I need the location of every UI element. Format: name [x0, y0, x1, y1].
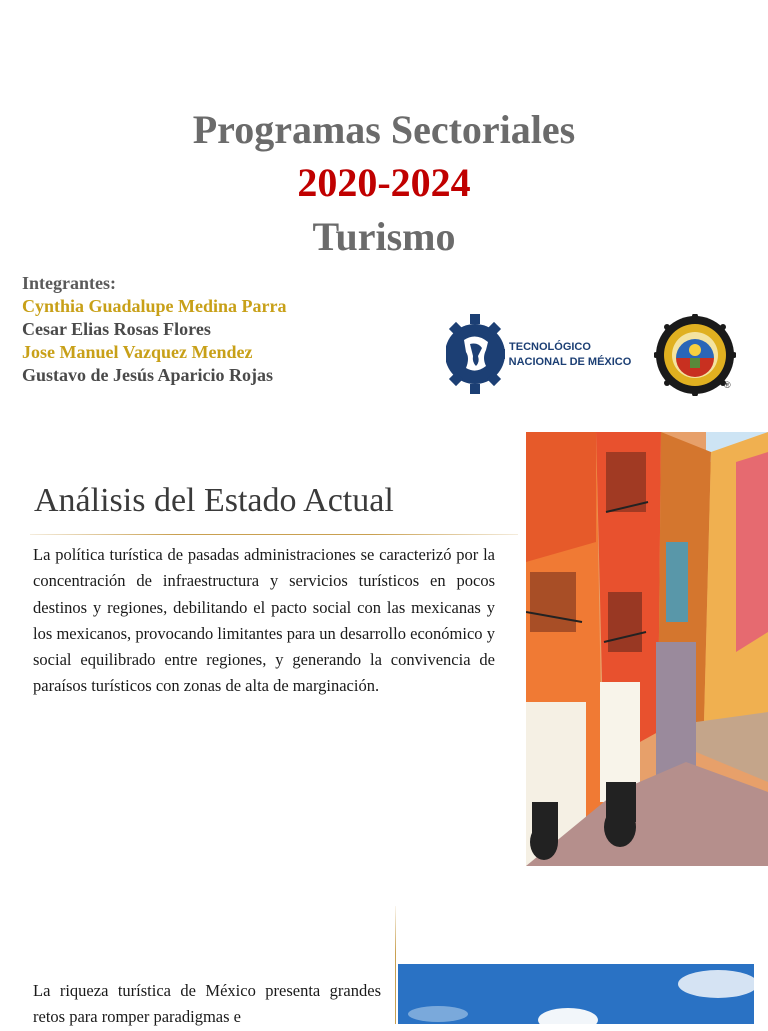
- gear-icon: [446, 314, 505, 394]
- member-name: Gustavo de Jesús Aparicio Rojas: [22, 365, 274, 385]
- title-main: Programas Sectoriales: [192, 107, 576, 152]
- divider: [30, 534, 518, 535]
- title-years: 2020-2024: [297, 160, 471, 205]
- registered-mark: ®: [724, 380, 731, 390]
- colorful-street-photo: [526, 432, 768, 866]
- tecnm-logo: [446, 312, 638, 396]
- title-block: [0, 104, 768, 264]
- members-list: [22, 272, 442, 387]
- tecnm-name-line2: NACIONAL DE MÉXICO: [508, 356, 632, 368]
- tecnm-name-line1: TECNOLÓGICO: [509, 341, 591, 353]
- title-sector: Turismo: [312, 214, 456, 259]
- section-heading: Análisis del Estado Actual: [34, 482, 394, 519]
- member-name: Cesar Elias Rosas Flores: [22, 319, 211, 339]
- sky-photo: [398, 964, 754, 1024]
- member-name: Jose Manuel Vazquez Mendez: [22, 342, 253, 362]
- members-header: Integrantes:: [22, 273, 116, 293]
- section-body-text: La política turística de pasadas administraciones se caracterizó por la concentración de infraestructura y servicios turísticos en pocos destinos y regiones, debilitando el pacto social con las mexicanas y los mexicanos, provocando limitantes para un desarrollo económico y social equilibrado entre regiones, y generando la convivencia de paraísos turísticos con zonas de alta de marginación.: [33, 545, 495, 696]
- vertical-divider: [395, 906, 396, 1024]
- section-body-text: La riqueza turística de México presenta grandes retos para romper paradigmas e: [33, 981, 381, 1027]
- member-name: Cynthia Guadalupe Medina Parra: [22, 296, 287, 316]
